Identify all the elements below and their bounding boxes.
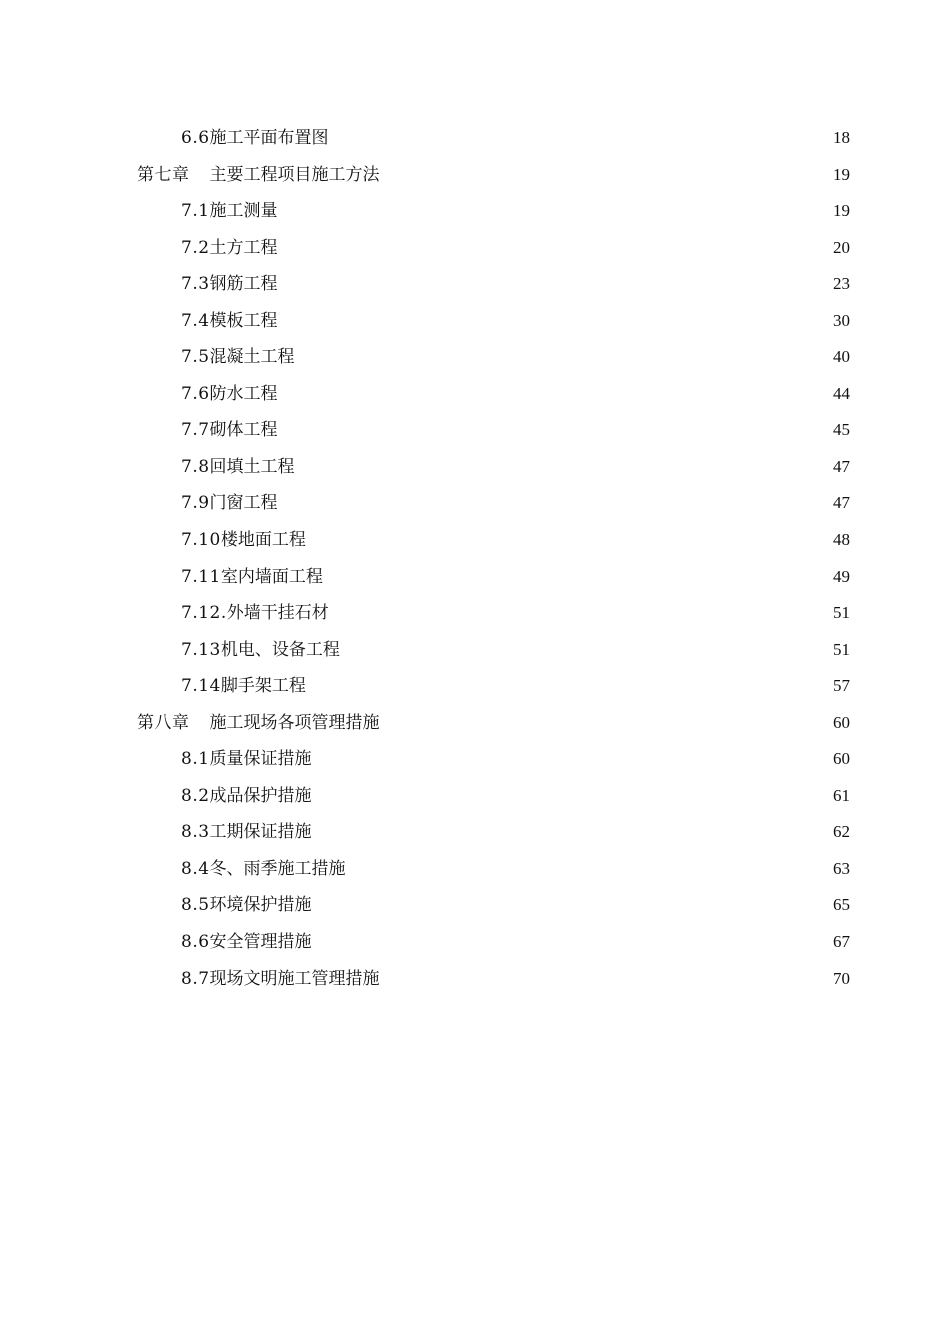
toc-section-entry[interactable]	[137, 924, 850, 961]
toc-entry-label	[181, 412, 278, 449]
toc-dot-leader	[307, 676, 832, 693]
toc-entry-page-number: 57	[833, 676, 850, 696]
toc-entry-page-number: 51	[833, 639, 850, 659]
toc-dot-leader	[296, 457, 832, 474]
toc-entry-title: 环境保护措施	[209, 895, 312, 916]
toc-entry-title: 土方工程	[209, 237, 278, 258]
toc-entry-page-number: 40	[833, 347, 850, 367]
toc-entry-title: 主要工程项目施工方法	[209, 164, 380, 185]
toc-entry-title: 钢筋工程	[209, 274, 278, 295]
toc-entry-title: 工期保证措施	[209, 822, 312, 843]
toc-dot-leader	[381, 165, 833, 182]
toc-entry-label	[181, 778, 312, 815]
toc-section-entry[interactable]	[137, 741, 850, 778]
toc-entry-label	[181, 120, 329, 157]
toc-entry-page-number: 47	[833, 456, 850, 476]
toc-entry-number: 7.9	[181, 493, 210, 514]
toc-entry-title: 室内墙面工程	[220, 566, 323, 587]
toc-dot-leader	[279, 311, 832, 328]
toc-entry-number: 8.2	[181, 785, 210, 806]
toc-section-entry[interactable]	[137, 595, 850, 632]
toc-entry-page-number: 20	[833, 237, 850, 257]
toc-entry-label	[181, 632, 340, 669]
toc-entry-title: 防水工程	[209, 383, 278, 404]
toc-entry-number: 7.14	[181, 676, 221, 697]
toc-entry-title: 安全管理措施	[209, 932, 312, 953]
toc-dot-leader	[330, 128, 832, 145]
toc-entry-title: 回填土工程	[209, 456, 295, 477]
toc-entry-title: 施工平面布置图	[209, 128, 329, 148]
toc-entry-page-number: 51	[833, 603, 850, 623]
toc-entry-number: 7.7	[181, 420, 210, 441]
toc-entry-title: 施工现场各项管理措施	[209, 712, 380, 733]
toc-entry-page-number: 63	[833, 858, 850, 878]
toc-entry-label	[181, 230, 278, 267]
table-of-contents	[137, 120, 850, 997]
toc-dot-leader	[296, 347, 832, 364]
toc-entry-title: 机电、设备工程	[220, 639, 340, 660]
toc-dot-leader	[324, 567, 832, 584]
toc-entry-page-number: 30	[833, 310, 850, 330]
toc-entry-title: 现场文明施工管理措施	[209, 968, 380, 989]
toc-section-entry[interactable]	[137, 230, 850, 267]
toc-entry-title: 模板工程	[209, 310, 278, 331]
toc-entry-page-number: 18	[833, 128, 850, 147]
toc-entry-number: 7.1	[181, 201, 210, 222]
toc-dot-leader	[313, 895, 832, 912]
toc-entry-label	[181, 595, 329, 632]
toc-section-entry[interactable]	[137, 266, 850, 303]
toc-entry-page-number: 60	[833, 749, 850, 769]
toc-entry-number: 7.5	[181, 347, 210, 368]
toc-entry-label	[181, 559, 323, 596]
toc-dot-leader	[279, 493, 832, 510]
toc-entry-page-number: 61	[833, 785, 850, 805]
toc-entry-number: 8.1	[181, 749, 210, 770]
toc-entry-label	[181, 522, 306, 559]
toc-section-entry[interactable]	[137, 120, 850, 157]
toc-dot-leader	[381, 713, 833, 730]
toc-section-entry[interactable]	[137, 887, 850, 924]
toc-dot-leader	[347, 859, 832, 876]
toc-dot-leader	[313, 932, 832, 949]
toc-entry-title: 质量保证措施	[209, 749, 312, 770]
toc-entry-number: 8.4	[181, 858, 210, 879]
toc-section-entry[interactable]	[137, 339, 850, 376]
toc-entry-label	[181, 376, 278, 413]
toc-section-entry[interactable]	[137, 814, 850, 851]
toc-entry-title: 混凝土工程	[209, 347, 295, 368]
toc-dot-leader	[313, 786, 832, 803]
toc-entry-label	[181, 449, 295, 486]
toc-entry-title: 成品保护措施	[209, 785, 312, 806]
toc-dot-leader	[279, 238, 832, 255]
toc-entry-number: 7.11	[181, 566, 221, 587]
toc-dot-leader	[381, 969, 832, 986]
toc-dot-leader	[313, 822, 832, 839]
toc-section-entry[interactable]	[137, 778, 850, 815]
toc-entry-label	[181, 193, 278, 230]
toc-section-entry[interactable]	[137, 668, 850, 705]
toc-dot-leader	[279, 384, 832, 401]
toc-entry-number: 8.7	[181, 968, 210, 989]
toc-section-entry[interactable]	[137, 376, 850, 413]
toc-entry-label	[181, 485, 278, 522]
toc-entry-label	[181, 924, 312, 961]
toc-chapter-entry[interactable]	[137, 157, 850, 194]
toc-chapter-entry[interactable]	[137, 705, 850, 742]
toc-entry-label	[181, 741, 312, 778]
toc-entry-label	[181, 339, 295, 376]
toc-entry-page-number: 19	[833, 201, 850, 221]
toc-entry-label	[181, 851, 346, 888]
toc-entry-page-number: 60	[833, 712, 850, 732]
toc-entry-page-number: 23	[833, 274, 850, 294]
toc-dot-leader	[279, 201, 832, 218]
toc-section-entry[interactable]	[137, 485, 850, 522]
toc-entry-title: 门窗工程	[209, 493, 278, 514]
toc-entry-number: 7.13	[181, 639, 221, 660]
toc-section-entry[interactable]	[137, 851, 850, 888]
toc-entry-title: 楼地面工程	[220, 530, 306, 551]
toc-entry-page-number: 49	[833, 566, 850, 586]
toc-section-entry[interactable]	[137, 522, 850, 559]
toc-entry-page-number: 19	[833, 164, 850, 184]
toc-dot-leader	[313, 749, 832, 766]
toc-entry-page-number: 65	[833, 895, 850, 915]
toc-entry-page-number: 44	[833, 383, 850, 403]
toc-entry-label	[181, 303, 278, 340]
toc-entry-number: 7.6	[181, 383, 210, 404]
toc-section-entry[interactable]	[137, 193, 850, 230]
toc-section-entry[interactable]	[137, 559, 850, 596]
toc-entry-page-number: 48	[833, 530, 850, 550]
toc-entry-number: 第八章	[137, 712, 190, 733]
toc-entry-label	[181, 668, 306, 705]
toc-dot-leader	[279, 274, 832, 291]
toc-entry-number: 7.10	[181, 530, 221, 551]
toc-entry-number: 8.5	[181, 895, 210, 916]
toc-entry-label	[137, 157, 380, 194]
toc-entry-number: 8.3	[181, 822, 210, 843]
toc-entry-title: 砌体工程	[209, 420, 278, 441]
toc-entry-label	[181, 266, 278, 303]
toc-entry-label	[137, 705, 380, 742]
toc-entry-page-number: 45	[833, 420, 850, 440]
toc-entry-label	[181, 887, 312, 924]
toc-entry-number: 6.6	[181, 128, 210, 148]
toc-entry-number: 7.2	[181, 237, 210, 258]
toc-entry-page-number: 62	[833, 822, 850, 842]
toc-dot-leader	[307, 530, 832, 547]
toc-entry-number: 8.6	[181, 932, 210, 953]
toc-entry-page-number: 67	[833, 932, 850, 952]
toc-dot-leader	[330, 603, 832, 620]
toc-entry-number: 第七章	[137, 164, 190, 185]
toc-entry-number: 7.3	[181, 274, 210, 295]
toc-entry-title: 施工测量	[209, 201, 278, 222]
toc-entry-label	[181, 814, 312, 851]
toc-entry-title: 冬、雨季施工措施	[209, 858, 346, 879]
toc-entry-label	[181, 961, 380, 998]
toc-dot-leader	[341, 640, 832, 657]
toc-entry-number: 7.8	[181, 456, 210, 477]
toc-entry-title: 外墙干挂石材	[226, 603, 329, 624]
toc-section-entry[interactable]	[137, 632, 850, 669]
toc-entry-number: 7.12.	[181, 603, 227, 624]
toc-entry-page-number: 47	[833, 493, 850, 513]
toc-section-entry[interactable]	[137, 449, 850, 486]
toc-entry-title: 脚手架工程	[220, 676, 306, 697]
toc-entry-page-number: 70	[833, 968, 850, 988]
toc-dot-leader	[279, 420, 832, 437]
toc-section-entry[interactable]	[137, 303, 850, 340]
toc-section-entry[interactable]	[137, 412, 850, 449]
toc-section-entry[interactable]	[137, 961, 850, 998]
toc-entry-number: 7.4	[181, 310, 210, 331]
